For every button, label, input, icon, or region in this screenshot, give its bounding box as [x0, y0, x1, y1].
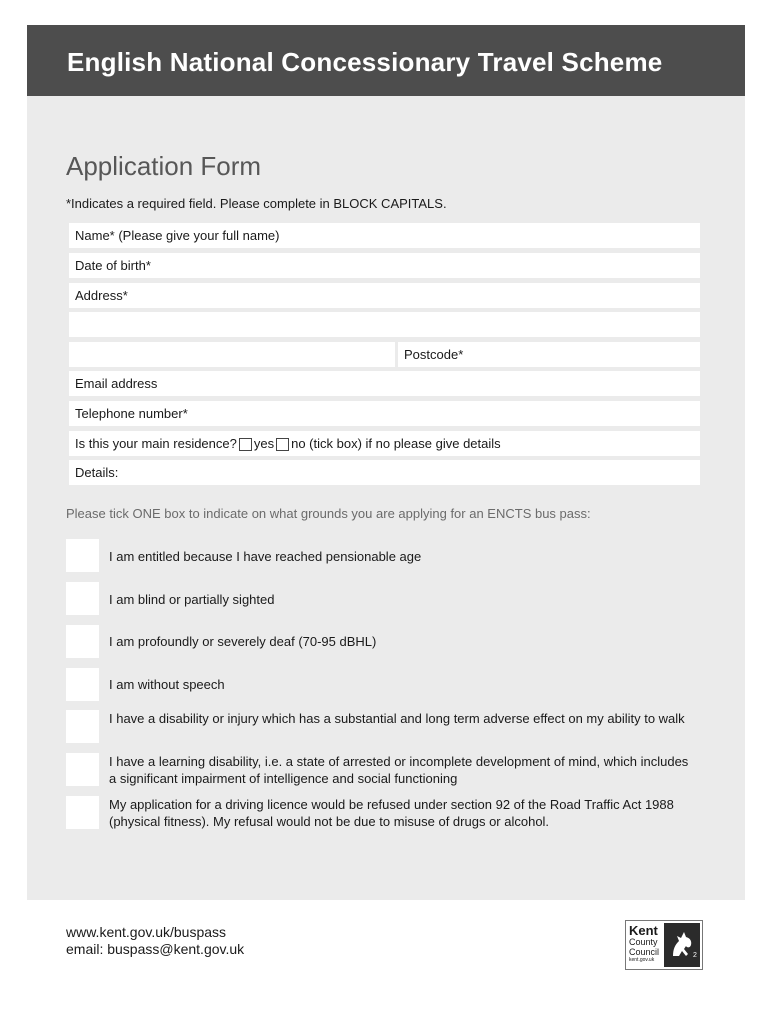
postcode-field[interactable]: [398, 342, 700, 367]
email-label: Email address: [75, 376, 158, 391]
logo-line-3: Council: [629, 947, 660, 957]
kent-county-council-logo: [625, 920, 703, 970]
grounds-option-licence: My application for a driving licence would be refused under section 92 of the Road Traffic Act 1988 (physical fitness). My refusal would not be due to misuse of drugs or alcohol.: [109, 797, 674, 829]
address-line-3-field[interactable]: [69, 342, 395, 367]
telephone-field[interactable]: [69, 401, 700, 426]
page-title: English National Concessionary Travel Scheme: [67, 47, 663, 77]
grounds-option-deaf: I am profoundly or severely deaf (70-95 dBHL): [109, 634, 377, 649]
invicta-horse-icon: [664, 923, 700, 967]
form-intro: *Indicates a required field. Please complete in BLOCK CAPITALS.: [66, 196, 447, 211]
residence-no-checkbox[interactable]: [276, 438, 289, 451]
name-field[interactable]: [69, 223, 700, 248]
grounds-checkbox-pension[interactable]: [66, 539, 99, 572]
grounds-intro: Please tick ONE box to indicate on what grounds you are applying for an ENCTS bus pass:: [66, 506, 591, 521]
details-label: Details:: [75, 465, 119, 480]
grounds-option-pension: I am entitled because I have reached pensionable age: [109, 549, 422, 564]
address-field[interactable]: [69, 283, 700, 308]
logo-url: kent.gov.uk: [629, 957, 655, 963]
grounds-checkbox-learning[interactable]: [66, 753, 99, 786]
grounds-option-speech: I am without speech: [109, 677, 225, 692]
residence-yes-label: yes: [253, 436, 275, 451]
footer-email-link[interactable]: email: buspass@kent.gov.uk: [66, 941, 245, 957]
grounds-option-blind: I am blind or partially sighted: [109, 592, 275, 607]
logo-line-2: County: [629, 937, 658, 947]
grounds-checkbox-blind[interactable]: [66, 582, 99, 615]
residence-yes-checkbox[interactable]: [239, 438, 252, 451]
logo-name: Kent: [629, 923, 658, 938]
grounds-option-walking: I have a disability or injury which has a substantial and long term adverse effect on my ability to walk: [109, 711, 685, 726]
form-title: Application Form: [66, 151, 262, 181]
dob-label: Date of birth*: [75, 258, 151, 273]
grounds-checkbox-licence[interactable]: [66, 796, 99, 829]
grounds-checkbox-speech[interactable]: [66, 668, 99, 701]
residence-no-label: no (tick box) if no please give details: [291, 436, 501, 451]
footer-website-link[interactable]: www.kent.gov.uk/buspass: [66, 924, 227, 940]
page-header: [27, 25, 745, 96]
grounds-option-learning: I have a learning disability, i.e. a state of arrested or incomplete development of mind, which includes a significant impairment of intelligence and social functioning: [109, 754, 689, 786]
form-panel: [27, 96, 745, 900]
email-field[interactable]: [69, 371, 700, 396]
name-label: Name* (Please give your full name): [75, 228, 280, 243]
svg-text:2: 2: [693, 952, 697, 959]
address-line-2-field[interactable]: [69, 312, 700, 337]
telephone-label: Telephone number*: [75, 406, 188, 421]
residence-question: Is this your main residence?: [75, 436, 237, 451]
postcode-label: Postcode*: [404, 347, 464, 362]
grounds-checkbox-walking[interactable]: [66, 710, 99, 743]
residence-row: [69, 431, 700, 456]
details-field[interactable]: [69, 460, 700, 485]
address-label: Address*: [75, 288, 128, 303]
dob-field[interactable]: [69, 253, 700, 278]
grounds-checkbox-deaf[interactable]: [66, 625, 99, 658]
